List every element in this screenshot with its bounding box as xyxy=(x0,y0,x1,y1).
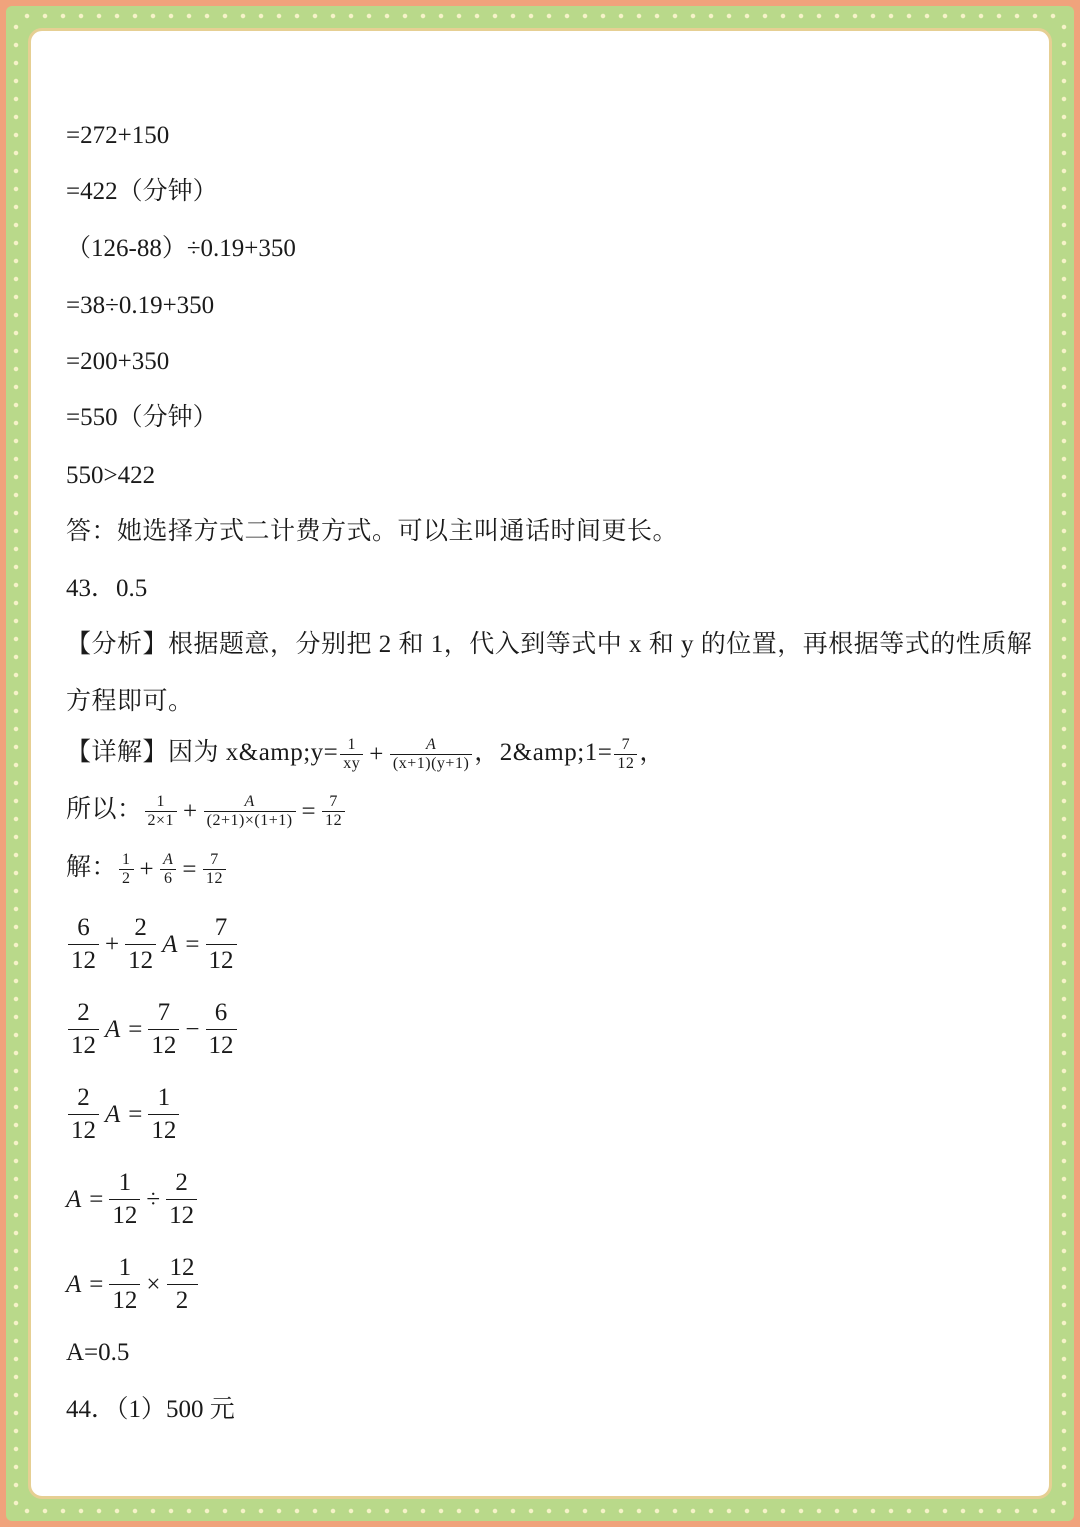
operator: + xyxy=(183,797,198,825)
fraction xyxy=(167,1252,198,1317)
fraction xyxy=(160,851,176,888)
denominator: 2 xyxy=(175,1287,189,1314)
so-line xyxy=(66,793,347,830)
numerator: 2 xyxy=(68,997,99,1030)
operator: + xyxy=(139,855,155,883)
fraction xyxy=(148,1082,179,1147)
fraction xyxy=(322,793,345,830)
equation-step xyxy=(66,1082,181,1147)
fraction xyxy=(340,736,363,773)
answer-line: 答：她选择方式二计费方式。可以主叫通话时间更长。 xyxy=(66,518,679,545)
fraction xyxy=(614,736,637,773)
calc-line: =422（分钟） xyxy=(66,178,218,205)
denominator: 12 xyxy=(112,1202,138,1229)
operator: = xyxy=(89,1270,104,1298)
numerator: 1 xyxy=(109,1167,140,1200)
operator: = xyxy=(89,1185,104,1213)
fraction xyxy=(145,793,178,830)
denominator: 2 xyxy=(122,870,131,887)
denominator: 12 xyxy=(71,947,96,974)
fraction xyxy=(206,997,237,1062)
denominator: xy xyxy=(343,755,361,772)
operator: ÷ xyxy=(146,1185,161,1213)
denominator: 12 xyxy=(112,1287,138,1314)
detail-suffix: ， xyxy=(639,739,665,767)
calc-line: （126-88）÷0.19+350 xyxy=(66,235,296,262)
numerator: 2 xyxy=(125,912,156,945)
denominator: 12 xyxy=(208,947,234,974)
fraction xyxy=(68,997,99,1062)
denominator: 12 xyxy=(71,1032,96,1059)
numerator: 1 xyxy=(119,851,134,870)
variable: A xyxy=(66,1270,82,1298)
operator: = xyxy=(128,1015,143,1043)
variable: A xyxy=(162,930,178,958)
denominator: 12 xyxy=(151,1032,177,1059)
operator: = xyxy=(128,1100,143,1128)
denominator: 12 xyxy=(208,1032,234,1059)
fraction xyxy=(109,1167,140,1232)
numerator: 1 xyxy=(145,793,178,812)
operator: + xyxy=(105,930,120,958)
fraction xyxy=(203,851,226,888)
comparison-line: 550>422 xyxy=(66,462,156,489)
operator: = xyxy=(185,930,200,958)
operator: = xyxy=(301,797,317,825)
so-prefix: 所以： xyxy=(66,796,143,824)
variable: A xyxy=(105,1100,121,1128)
border-dots-left xyxy=(12,18,20,1509)
numerator: 1 xyxy=(109,1252,140,1285)
equation-step xyxy=(66,1252,200,1317)
question-number: 43．0.5 xyxy=(66,575,148,602)
denominator: (x+1)(y+1) xyxy=(392,755,470,772)
numerator: 7 xyxy=(322,793,345,812)
numerator: 7 xyxy=(614,736,637,755)
numerator: 2 xyxy=(166,1167,197,1200)
analysis-line: 【分析】根据题意，分别把 2 和 1，代入到等式中 x 和 y 的位置，再根据等式的性质解 xyxy=(66,631,1033,658)
equation-step xyxy=(66,997,239,1062)
fraction xyxy=(166,1167,197,1232)
fraction xyxy=(109,1252,140,1317)
variable: A xyxy=(66,1185,82,1213)
fraction xyxy=(148,997,179,1062)
border-dots-top xyxy=(18,12,1062,20)
denominator: 12 xyxy=(128,947,154,974)
border-dots-right xyxy=(1060,18,1068,1509)
fraction xyxy=(204,793,296,830)
denominator: 2×1 xyxy=(147,812,175,829)
fraction xyxy=(390,736,472,773)
operator: − xyxy=(185,1015,200,1043)
numerator: A xyxy=(390,736,472,755)
numerator: A xyxy=(204,793,296,812)
equation-step xyxy=(66,1167,199,1232)
numerator: 2 xyxy=(68,1082,99,1115)
numerator: 1 xyxy=(148,1082,179,1115)
numerator: 1 xyxy=(340,736,363,755)
denominator: 12 xyxy=(169,1202,195,1229)
denominator: 12 xyxy=(151,1117,177,1144)
solve-prefix: 解： xyxy=(66,854,118,882)
fraction xyxy=(206,912,237,977)
border-dots-bottom xyxy=(18,1507,1062,1515)
calc-line: =38÷0.19+350 xyxy=(66,292,215,319)
numerator: 6 xyxy=(68,912,99,945)
fraction xyxy=(119,851,134,888)
detail-line xyxy=(66,736,665,773)
detail-mid: ，2&amp;1= xyxy=(474,739,613,767)
numerator: 7 xyxy=(148,997,179,1030)
detail-prefix: 【详解】因为 x&amp;y= xyxy=(66,739,339,767)
denominator: (2+1)×(1+1) xyxy=(206,812,293,829)
fraction xyxy=(68,912,99,977)
fraction xyxy=(125,912,156,977)
denominator: 12 xyxy=(617,755,635,772)
question-number: 44．（1）500 元 xyxy=(66,1396,235,1423)
operator: + xyxy=(369,740,384,768)
calc-line: =272+150 xyxy=(66,122,170,149)
analysis-line-cont: 方程即可。 xyxy=(66,688,194,715)
operator: = xyxy=(182,855,198,883)
result-line: A=0.5 xyxy=(66,1339,130,1366)
solve-line xyxy=(66,851,228,888)
calc-line: =200+350 xyxy=(66,348,170,375)
calc-line: =550（分钟） xyxy=(66,404,218,431)
numerator: A xyxy=(160,851,176,870)
denominator: 12 xyxy=(206,870,224,887)
denominator: 6 xyxy=(164,870,173,887)
operator: × xyxy=(146,1270,161,1298)
denominator: 12 xyxy=(325,812,343,829)
variable: A xyxy=(105,1015,121,1043)
numerator: 6 xyxy=(206,997,237,1030)
equation-step xyxy=(66,912,239,977)
numerator: 7 xyxy=(206,912,237,945)
numerator: 12 xyxy=(167,1252,198,1285)
numerator: 7 xyxy=(203,851,226,870)
denominator: 12 xyxy=(71,1117,96,1144)
fraction xyxy=(68,1082,99,1147)
